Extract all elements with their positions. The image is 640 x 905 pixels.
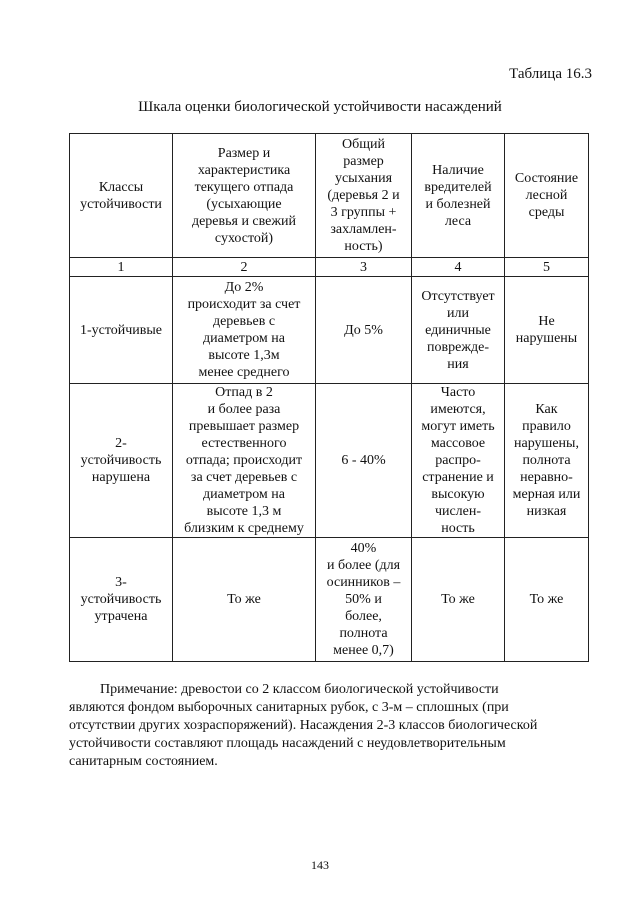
cell-line: До 2%: [224, 280, 264, 295]
cell-line: менее среднего: [198, 365, 290, 380]
cell-line: естественного: [201, 436, 287, 451]
table-cell: [505, 538, 589, 662]
cell-line: До 5%: [344, 322, 383, 338]
table-cell: [412, 277, 505, 384]
header-cell: [412, 134, 505, 258]
cell-line: полнота: [339, 626, 388, 641]
note-paragraph: [69, 681, 595, 771]
cell-line: близким к среднему: [184, 521, 304, 536]
cell-line: нарушена: [91, 470, 151, 485]
cell-line: вредителей: [424, 179, 492, 195]
cell-line: 50% и: [345, 592, 382, 607]
cell-line: лесной: [525, 188, 568, 203]
cell-line: имеются,: [430, 402, 486, 417]
cell-line: 5: [543, 259, 550, 275]
cell-line: деревья и свежий: [191, 213, 297, 229]
cell-line: 1: [117, 259, 125, 275]
cell-line: (деревья 2 и: [327, 188, 400, 203]
table-cell: [173, 384, 316, 538]
table-cell: [316, 384, 412, 538]
cell-line: происходит за счет: [187, 297, 301, 312]
header-cell: [316, 134, 412, 258]
table-row: [70, 384, 589, 538]
cell-line: высоте 1,3 м: [206, 504, 282, 519]
column-number-cell: [70, 258, 173, 277]
header-cell: [505, 134, 589, 258]
cell-line: текущего отпада: [194, 179, 294, 195]
cell-line: захламлен-: [330, 222, 397, 237]
table-cell: [316, 538, 412, 662]
cell-line: странение и: [422, 470, 494, 485]
note-line: устойчивости составляют площадь насаждений с неудовлетворительным: [69, 736, 506, 751]
cell-line: нарушены: [515, 331, 578, 346]
cell-line: массовое: [430, 436, 486, 451]
table-cell: [70, 277, 173, 384]
page-number: 143: [311, 858, 329, 872]
cell-line: Состояние: [514, 171, 579, 186]
cell-line: 3-: [115, 575, 127, 590]
cell-line: и более (для: [326, 558, 401, 573]
cell-line: превышает размер: [188, 419, 300, 434]
cell-line: правило: [522, 419, 571, 434]
column-number-cell: [316, 258, 412, 277]
cell-line: 3 группы +: [330, 205, 397, 220]
table-cell: [173, 538, 316, 662]
table-cell: [70, 384, 173, 538]
cell-line: 3: [360, 259, 367, 275]
cell-line: 4: [454, 259, 462, 275]
cell-line: отпада; происходит: [185, 453, 303, 468]
cell-line: 1-устойчивые: [79, 322, 163, 338]
table-cell: [505, 277, 589, 384]
cell-line: устойчивость: [80, 592, 162, 607]
cell-line: То же: [441, 592, 475, 607]
cell-line: 2: [240, 259, 248, 275]
header-cell: [173, 134, 316, 258]
cell-line: высоте 1,3м: [208, 348, 280, 363]
cell-line: ность): [344, 239, 383, 254]
column-number-cell: [173, 258, 316, 277]
cell-line: более,: [345, 609, 382, 624]
cell-line: (усыхающие: [206, 196, 282, 212]
cell-line: усыхания: [334, 171, 393, 186]
cell-line: устойчивости: [80, 196, 162, 212]
table-cell: [70, 538, 173, 662]
cell-line: 2-: [115, 436, 127, 451]
cell-line: диаметром на: [203, 331, 285, 346]
cell-line: Как: [535, 402, 558, 417]
stability-scale-table: [69, 133, 589, 662]
cell-line: низкая: [526, 504, 567, 519]
column-number-row: [70, 258, 589, 277]
cell-line: неравно-: [520, 470, 573, 485]
cell-line: Общий: [342, 137, 385, 152]
table-number-label: Таблица 16.3: [509, 66, 592, 82]
header-row: [70, 134, 589, 258]
cell-line: Часто: [440, 385, 476, 400]
table-title: Шкала оценки биологической устойчивости насаждений: [138, 99, 502, 115]
cell-line: мерная или: [512, 487, 581, 502]
note-line: являются фондом выборочных санитарных рубок, с 3-м – сплошных (при: [69, 700, 509, 715]
cell-line: леса: [444, 213, 472, 229]
cell-line: ность: [441, 521, 475, 536]
cell-line: за счет деревьев с: [190, 470, 298, 485]
cell-line: Наличие: [432, 162, 484, 178]
table-cell: [412, 538, 505, 662]
cell-line: поврежде-: [427, 339, 489, 355]
cell-line: распро-: [435, 453, 481, 468]
cell-line: высокую: [431, 487, 485, 502]
column-number-cell: [412, 258, 505, 277]
table-cell: [412, 384, 505, 538]
cell-line: Отсутствует: [421, 288, 495, 304]
cell-line: полнота: [522, 453, 571, 468]
note-line: Примечание: древостои со 2 классом биологической устойчивости: [100, 682, 499, 697]
cell-line: Размер и: [217, 145, 271, 161]
note-line: санитарным состоянием.: [69, 754, 218, 769]
cell-line: устойчивость: [80, 453, 162, 468]
cell-line: Не: [538, 314, 555, 329]
cell-line: единичные: [425, 322, 491, 338]
cell-line: менее 0,7): [333, 643, 394, 658]
cell-line: деревьев с: [212, 314, 276, 329]
cell-line: ния: [447, 356, 469, 372]
table-row: [70, 538, 589, 662]
cell-line: нарушены,: [514, 436, 579, 451]
cell-line: характеристика: [197, 162, 291, 178]
cell-line: размер: [343, 154, 384, 169]
cell-line: могут иметь: [421, 419, 495, 434]
cell-line: То же: [227, 592, 261, 607]
cell-line: или: [447, 305, 469, 321]
cell-line: сухостой): [214, 230, 274, 246]
table-cell: [505, 384, 589, 538]
cell-line: 6 - 40%: [341, 453, 386, 468]
cell-line: утрачена: [94, 609, 148, 624]
cell-line: Классы: [98, 179, 144, 195]
header-cell: [70, 134, 173, 258]
table-cell: [316, 277, 412, 384]
cell-line: и болезней: [425, 196, 491, 212]
cell-line: Отпад в 2: [215, 385, 273, 400]
note-line: отсутствии других хозраспоряжений). Насаждения 2-3 классов биологической: [69, 718, 538, 733]
cell-line: и более раза: [207, 402, 281, 417]
table-row: [70, 277, 589, 384]
cell-line: 40%: [350, 541, 377, 556]
cell-line: числен-: [434, 504, 482, 519]
cell-line: среды: [528, 205, 565, 220]
cell-line: осинников –: [326, 575, 401, 590]
column-number-cell: [505, 258, 589, 277]
cell-line: То же: [529, 592, 564, 607]
table-cell: [173, 277, 316, 384]
cell-line: диаметром на: [203, 487, 285, 502]
